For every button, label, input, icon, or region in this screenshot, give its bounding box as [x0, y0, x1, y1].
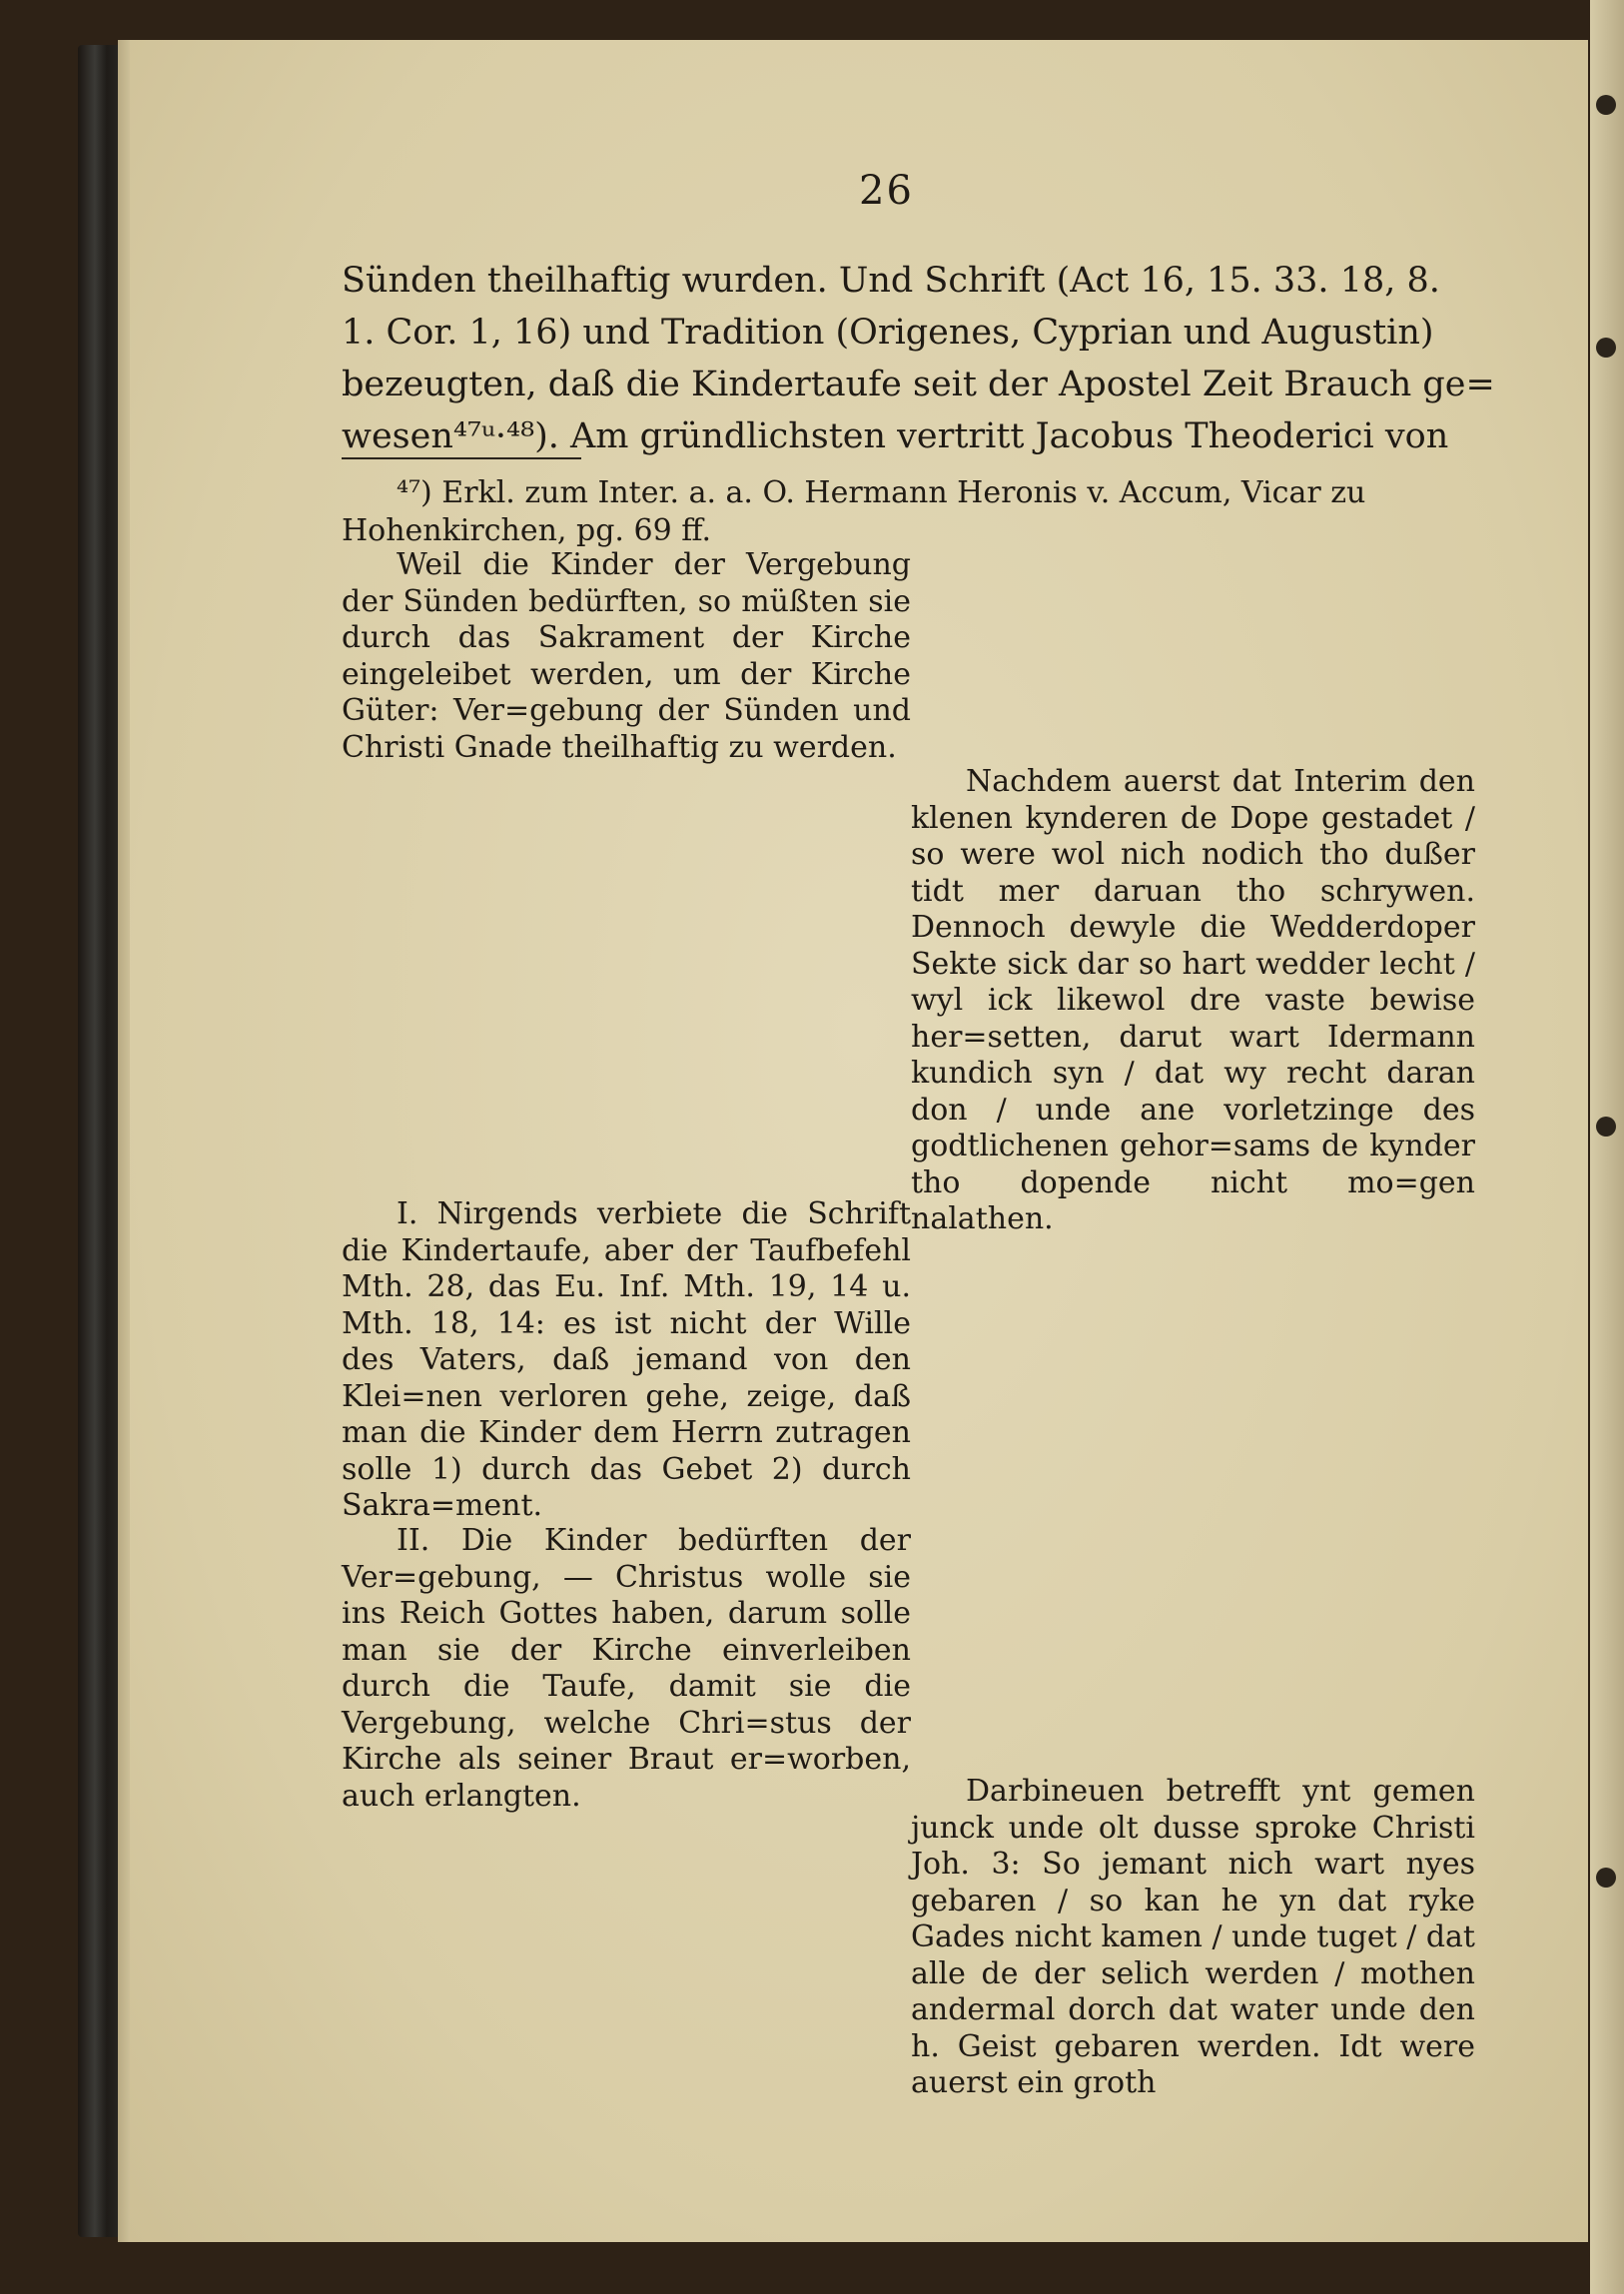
binding-hole [1596, 95, 1616, 115]
main-text [342, 255, 1495, 462]
left-column-paragraph-3: II. Die Kinder bedürften der Ver=gebung, — Christus wolle sie ins Reich Gottes haben, darum solle man sie der Kirche einverleiben durch die Taufe, damit sie die Vergebung, welche Chri=stus der Kirche als seiner Braut er=worben, auch erlangten. [342, 1523, 911, 1814]
main-text-line: 1. Cor. 1, 16) und Tradition (Origenes, Cyprian und Augustin) [342, 313, 1434, 353]
left-column-paragraph-1: Weil die Kinder der Vergebung der Sünden bedürften, so müßten sie durch das Sakrament der Kirche eingeleibet werden, um der Kirche Güter: Ver=gebung der Sünden und Christi Gnade theilhaftig zu werden. [342, 547, 911, 765]
footnote-rule [342, 457, 581, 459]
right-column-paragraph-1: Nachdem auerst dat Interim den klenen kynderen de Dope gestadet / so were wol nich nodich tho dußer tidt mer daruan tho schrywen. Dennoch dewyle die Wedderdoper Sekte sick dar so hart wedder lecht / wyl ick likewol dre vaste bewise her=setten, darut wart Idermann kundich syn / dat wy recht daran don / unde ane vorletzinge des godtlichenen gehor=sams de kynder tho dopende nicht mo=gen nalathen. [911, 764, 1475, 1236]
binding-hole [1596, 1868, 1616, 1888]
main-text-line: wesen⁴⁷ᵘ·⁴⁸). Am gründlichsten vertritt Jacobus Theoderici von [342, 416, 1449, 456]
footnote: ⁴⁷) Erkl. zum Inter. a. a. O. Hermann Heronis v. Accum, Vicar zu Hohenkirchen, pg. 69 ff. [342, 475, 1366, 548]
page-number: 26 [859, 168, 914, 214]
binding-hole [1596, 338, 1616, 358]
main-text-line: Sünden theilhaftig wurden. Und Schrift (Act 16, 15. 33. 18, 8. [342, 261, 1440, 301]
binding-hole [1596, 1117, 1616, 1137]
right-column-paragraph-2: Darbineuen betrefft ynt gemen junck unde olt dusse sproke Christi Joh. 3: So jemant nich wart nyes gebaren / so kan he yn dat ryke Gades nicht kamen / unde tuget / dat alle de der selich werden / mothen andermal dorch dat water unde den h. Geist gebaren werden. Idt were auerst ein groth [911, 1774, 1475, 2100]
next-page-edge [1590, 0, 1624, 2294]
left-column-paragraph-2: I. Nirgends verbiete die Schrift die Kindertaufe, aber der Taufbefehl Mth. 28, das Eu. Inf. Mth. 19, 14 u. Mth. 18, 14: es ist nicht der Wille des Vaters, daß jemand von den Klei=nen verloren gehe, zeige, daß man die Kinder dem Herrn zutragen solle 1) durch das Gebet 2) durch Sakra=ment. [342, 1196, 911, 1523]
main-text-line: bezeugten, daß die Kindertaufe seit der Apostel Zeit Brauch ge= [342, 365, 1495, 404]
